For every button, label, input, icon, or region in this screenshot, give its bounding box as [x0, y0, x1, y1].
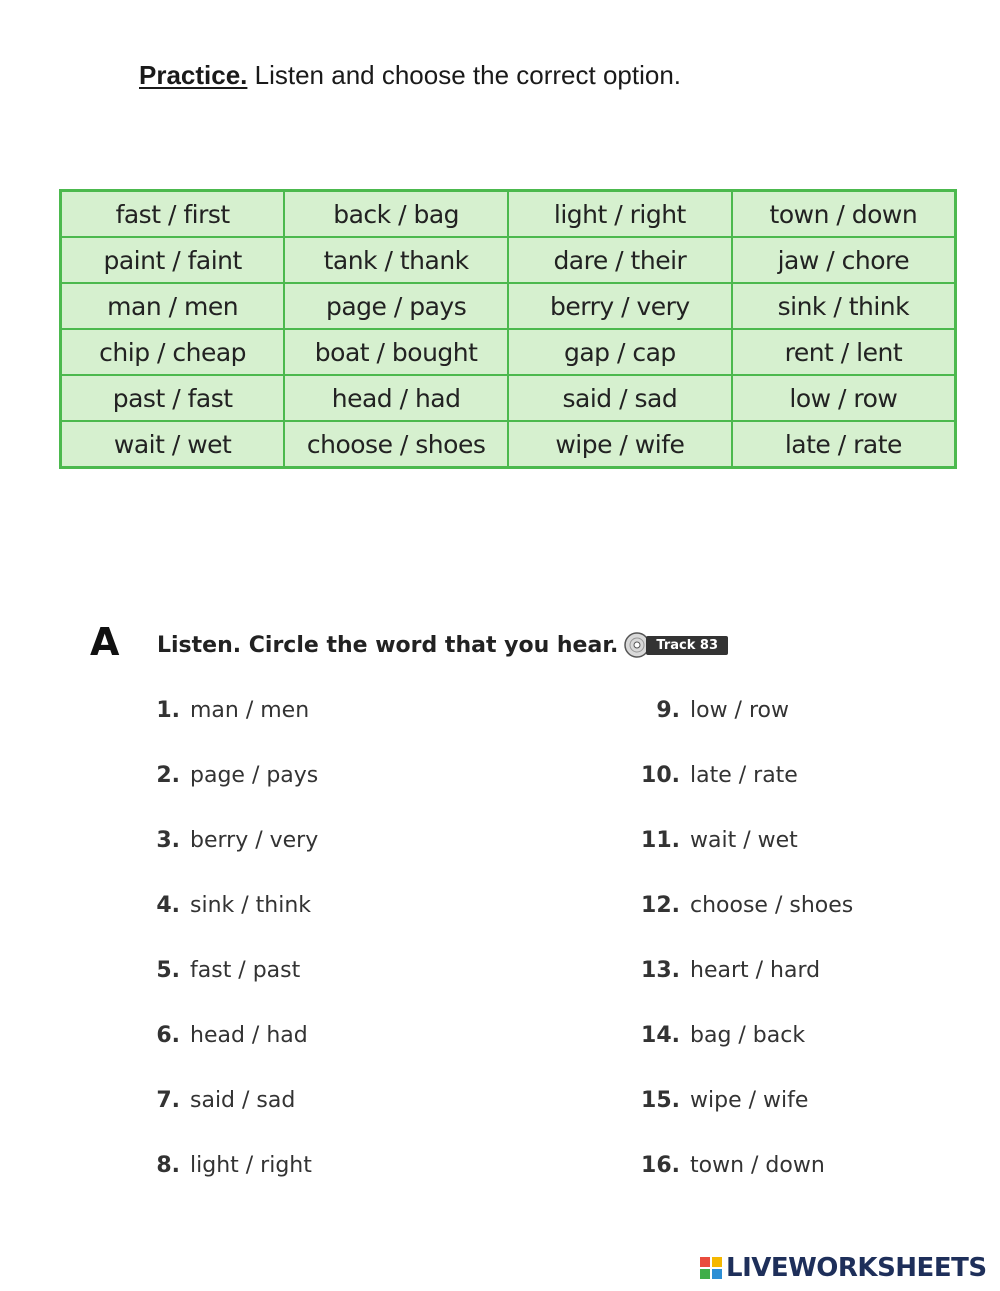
word-pair-cell: rent / lent: [732, 329, 956, 375]
item-number: 12.: [641, 893, 680, 918]
item-words[interactable]: town / down: [690, 1153, 825, 1178]
word-pair-cell: dare / their: [508, 237, 732, 283]
logo-mark-icon: [700, 1257, 722, 1279]
exercise-item[interactable]: [636, 698, 853, 763]
item-words[interactable]: heart / hard: [690, 958, 821, 983]
logo-square: [712, 1257, 722, 1267]
practice-label: Practice.: [139, 60, 248, 90]
word-pair-cell: fast / first: [61, 191, 285, 238]
exercise-item[interactable]: [152, 1023, 318, 1088]
word-table-row: [61, 283, 956, 329]
item-words[interactable]: sink / think: [190, 893, 312, 918]
exercise-item[interactable]: [636, 1153, 853, 1218]
exercise-item[interactable]: [152, 763, 318, 828]
exercise-item[interactable]: [152, 698, 318, 763]
word-pair-cell: back / bag: [284, 191, 508, 238]
item-number: 4.: [156, 893, 180, 918]
word-pair-cell: late / rate: [732, 421, 956, 468]
item-words[interactable]: head / had: [190, 1023, 308, 1048]
practice-heading: [139, 60, 681, 91]
right-item-list: [636, 698, 853, 1218]
item-words[interactable]: choose / shoes: [690, 893, 854, 918]
practice-instruction: Listen and choose the correct option.: [247, 60, 682, 90]
word-pair-cell: sink / think: [732, 283, 956, 329]
word-pair-cell: choose / shoes: [284, 421, 508, 468]
word-pairs-table: [59, 189, 957, 469]
item-number: 1.: [156, 698, 180, 723]
item-words[interactable]: wipe / wife: [690, 1088, 809, 1113]
word-pair-cell: light / right: [508, 191, 732, 238]
word-pair-cell: low / row: [732, 375, 956, 421]
liveworksheets-logo[interactable]: [700, 1253, 987, 1283]
logo-square: [700, 1257, 710, 1267]
section-title: [157, 632, 728, 658]
word-pair-cell: page / pays: [284, 283, 508, 329]
item-words[interactable]: wait / wet: [690, 828, 798, 853]
item-words[interactable]: said / sad: [190, 1088, 296, 1113]
track-badge: Track 83: [646, 636, 728, 655]
word-pair-cell: jaw / chore: [732, 237, 956, 283]
word-pair-cell: man / men: [61, 283, 285, 329]
item-words[interactable]: low / row: [690, 698, 789, 723]
exercise-item[interactable]: [636, 958, 853, 1023]
item-number: 14.: [641, 1023, 680, 1048]
word-table-row: [61, 375, 956, 421]
item-words[interactable]: fast / past: [190, 958, 301, 983]
word-pair-cell: past / fast: [61, 375, 285, 421]
item-number: 7.: [156, 1088, 180, 1113]
item-number: 9.: [656, 698, 680, 723]
item-words[interactable]: late / rate: [690, 763, 798, 788]
exercise-item[interactable]: [636, 1023, 853, 1088]
item-number: 8.: [156, 1153, 180, 1178]
word-pair-cell: wipe / wife: [508, 421, 732, 468]
exercise-item[interactable]: [636, 828, 853, 893]
word-table-row: [61, 329, 956, 375]
word-pair-cell: berry / very: [508, 283, 732, 329]
left-item-list: [152, 698, 318, 1218]
word-pair-cell: boat / bought: [284, 329, 508, 375]
item-number: 13.: [641, 958, 680, 983]
item-number: 3.: [156, 828, 180, 853]
logo-text: LIVEWORKSHEETS: [726, 1253, 987, 1283]
item-number: 5.: [156, 958, 180, 983]
exercise-item[interactable]: [152, 1088, 318, 1153]
word-pair-cell: paint / faint: [61, 237, 285, 283]
item-words[interactable]: light / right: [190, 1153, 312, 1178]
item-number: 11.: [641, 828, 680, 853]
item-number: 6.: [156, 1023, 180, 1048]
logo-square: [700, 1269, 710, 1279]
exercise-item[interactable]: [152, 958, 318, 1023]
item-number: 16.: [641, 1153, 680, 1178]
section-title-text: Listen. Circle the word that you hear.: [157, 632, 619, 658]
exercise-item[interactable]: [152, 893, 318, 958]
logo-square: [712, 1269, 722, 1279]
word-pair-cell: head / had: [284, 375, 508, 421]
item-number: 10.: [641, 763, 680, 788]
word-pair-cell: said / sad: [508, 375, 732, 421]
word-pair-cell: wait / wet: [61, 421, 285, 468]
exercise-item[interactable]: [636, 893, 853, 958]
exercise-item[interactable]: [636, 763, 853, 828]
section-letter: A: [90, 620, 120, 664]
exercise-item[interactable]: [152, 828, 318, 893]
word-pair-cell: gap / cap: [508, 329, 732, 375]
word-pairs-table-body: [61, 191, 956, 468]
item-words[interactable]: bag / back: [690, 1023, 806, 1048]
word-pair-cell: tank / thank: [284, 237, 508, 283]
item-number: 15.: [641, 1088, 680, 1113]
word-table-row: [61, 191, 956, 238]
item-number: 2.: [156, 763, 180, 788]
word-table-row: [61, 237, 956, 283]
item-words[interactable]: berry / very: [190, 828, 319, 853]
exercise-item[interactable]: [636, 1088, 853, 1153]
word-table-row: [61, 421, 956, 468]
item-words[interactable]: page / pays: [190, 763, 319, 788]
item-words[interactable]: man / men: [190, 698, 310, 723]
word-pair-cell: chip / cheap: [61, 329, 285, 375]
word-pair-cell: town / down: [732, 191, 956, 238]
exercise-item[interactable]: [152, 1153, 318, 1218]
